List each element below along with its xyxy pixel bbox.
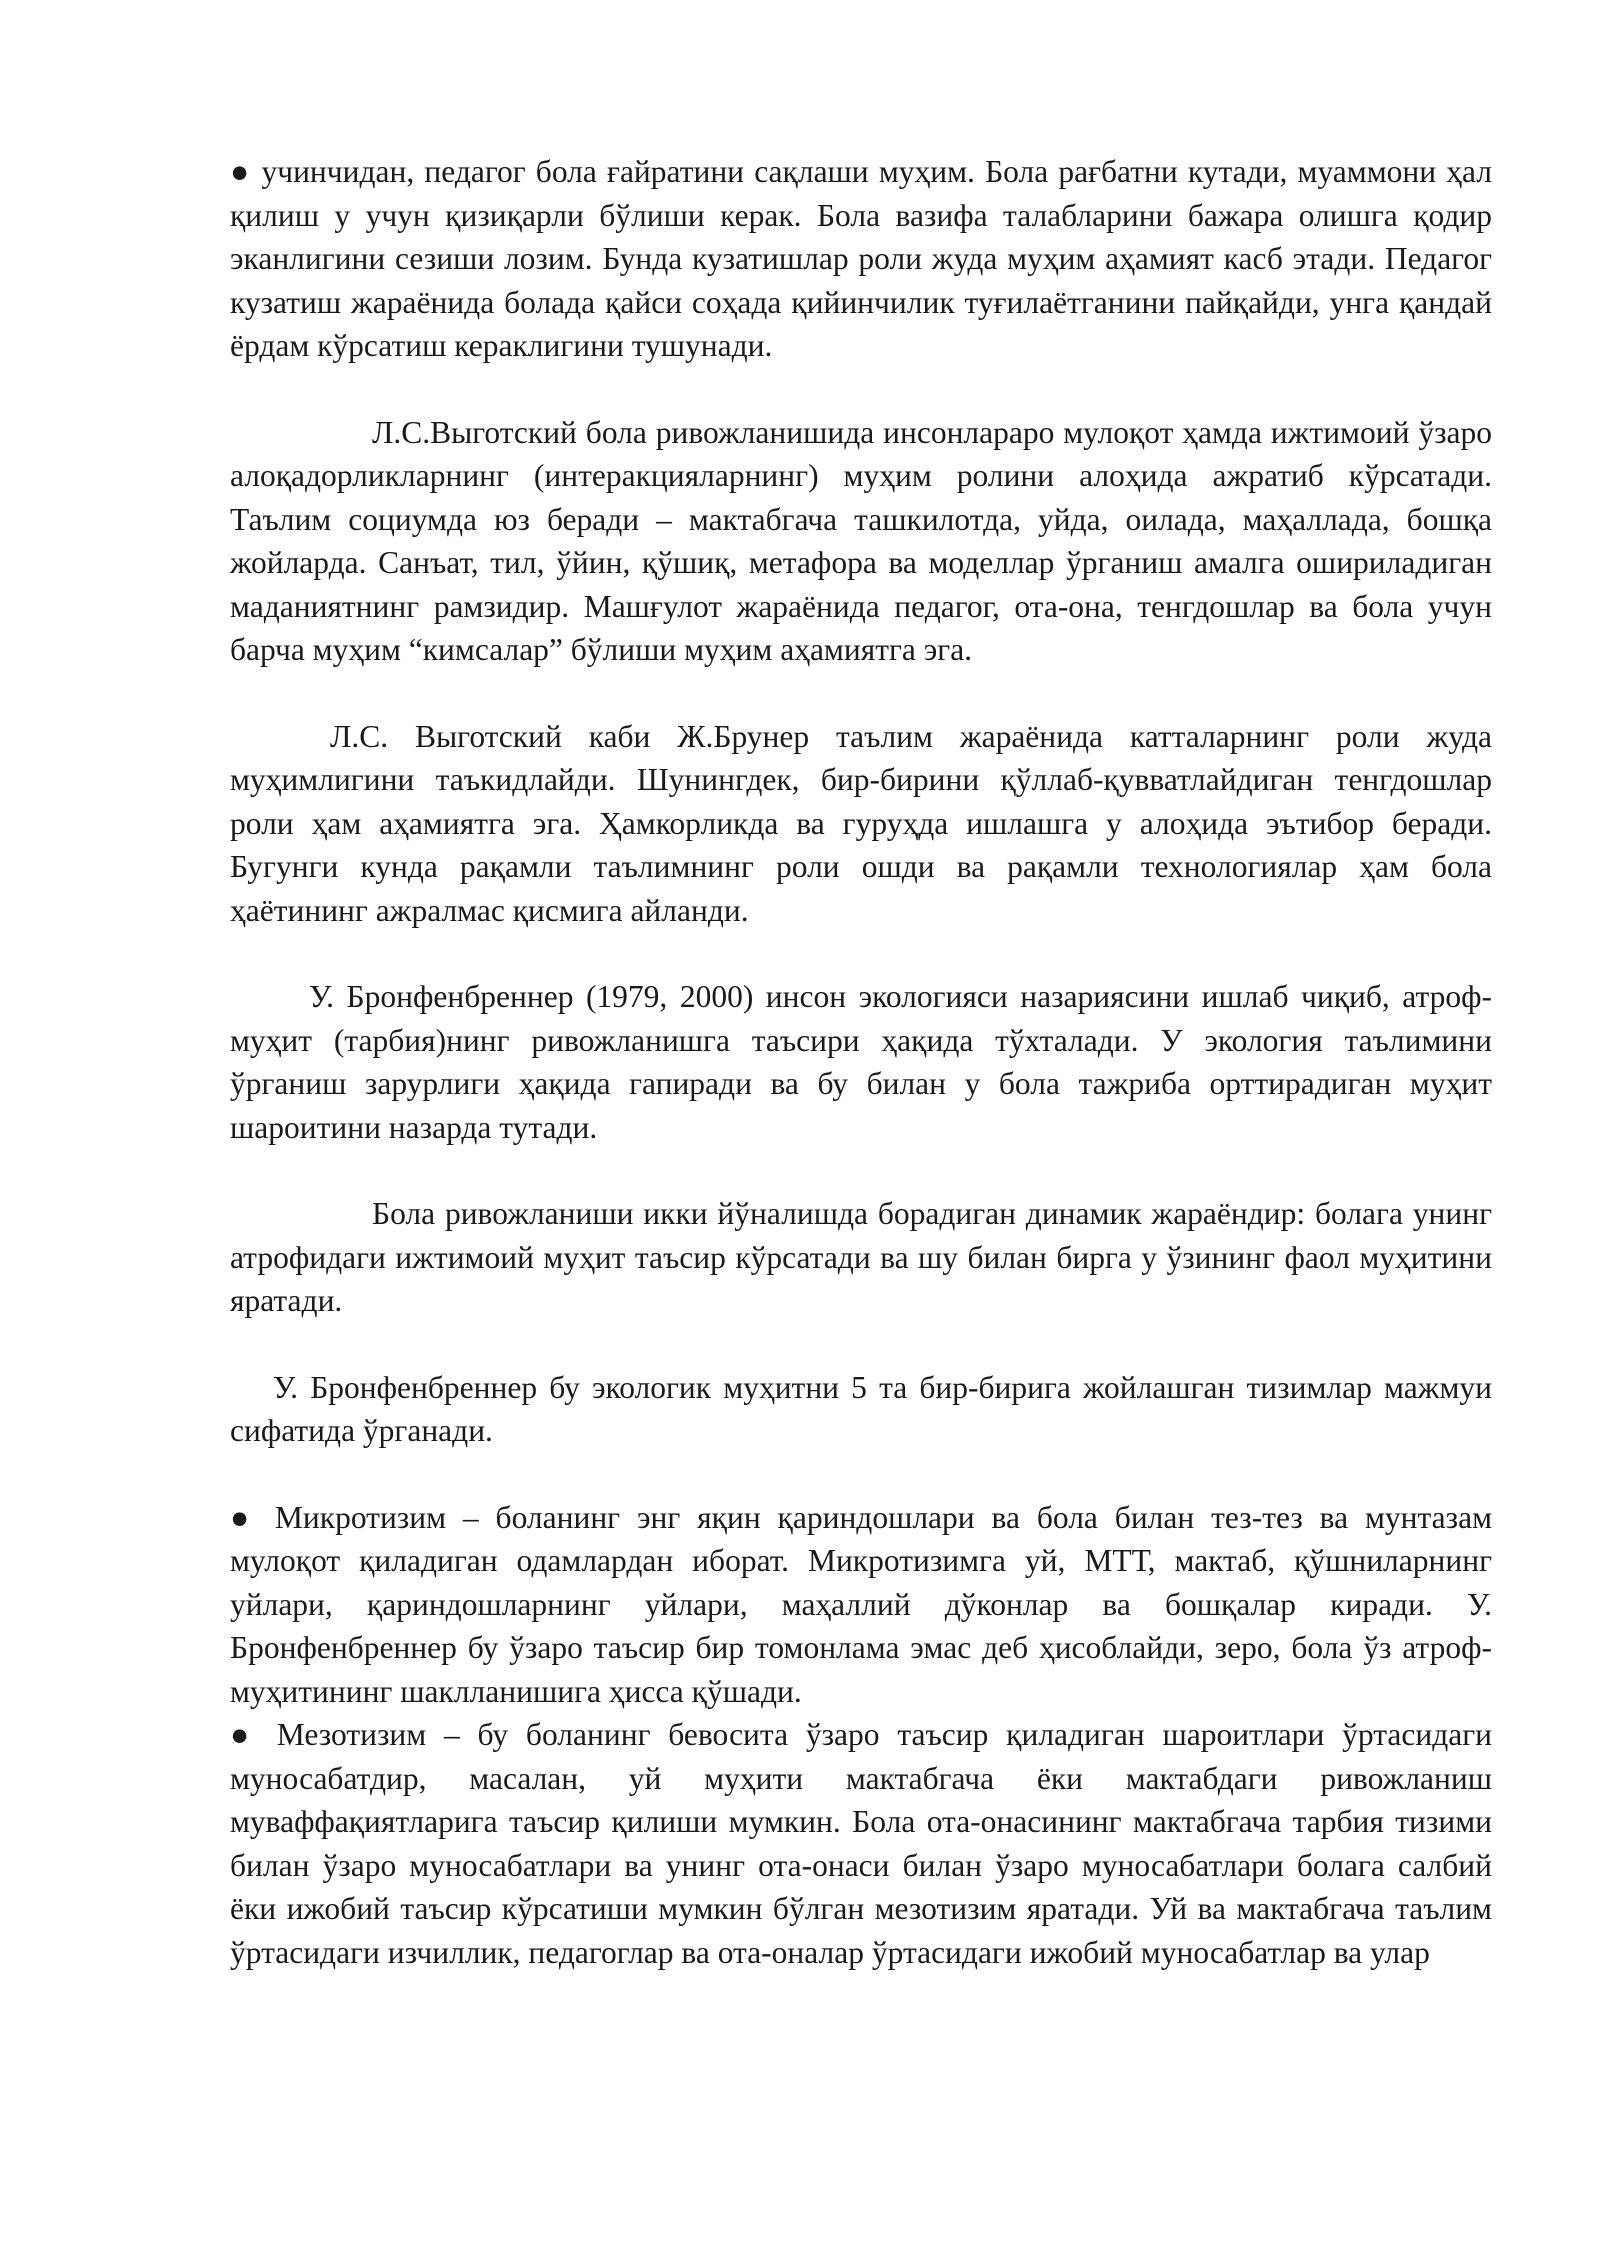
document-page <box>230 150 1492 1974</box>
paragraph-mesosystem: ● Мезотизим – бу боланинг бевосита ўзаро таъсир қиладиган шароитлари ўртасидаги муносабатдир, масалан, уй муҳити мактабгача ёки мактабдаги ривожланиш муваффақиятларига таъсир қилиши мумкин. Бола ота-онасининг мактабгача тарбия тизими билан ўзаро муносабатлари ва унинг ота-онаси билан ўзаро муносабатлари болага салбий ёки ижобий таъсир кўрсатиши мумкин бўлган мезотизим яратади. Уй ва мактабгача таълим ўртасидаги изчиллик, педагоглар ва ота-оналар ўртасидаги ижобий муносабатлар ва улар <box>230 1717 1492 1970</box>
paragraph-motivation: ● учинчидан, педагог бола ғайратини сақлаши муҳим. Бола рағбатни кутади, муаммони ҳал қилиш у учун қизиқарли бўлиши керак. Бола вазифа талабларини бажара олишга қодир эканлигини сезиши лозим. Бунда кузатишлар роли жуда муҳим аҳамият касб этади. Педагог кузатиш жараёнида болада қайси соҳада қийинчилик туғилаётганини пайқайди, унга қандай ёрдам кўрсатиш кераклигини тушунади. <box>230 154 1492 363</box>
paragraph-bruner: Л.С. Выготский каби Ж.Брунер таълим жараёнида катталарнинг роли жуда муҳимлигини таъкидлайди. Шунингдек, бир-бирини қўллаб-қувватлайдиган тенгдошлар роли ҳам аҳамиятга эга. Ҳамкорликда ва гуруҳда ишлашга у алоҳида эътибор беради. Бугунги кунда рақамли таълимнинг роли ошди ва рақамли технологиялар ҳам бола ҳаётининг ажралмас қисмига айланди. <box>230 718 1492 928</box>
paragraph-vygotsky: Л.С.Выготский бола ривожланишида инсонлараро мулоқот ҳамда ижтимоий ўзаро алоқадорликларнинг (интеракцияларнинг) муҳим ролини алоҳида ажратиб кўрсатади. Таълим социумда юз беради – мактабгача ташкилотда, уйда, оилада, маҳаллада, бошқа жойларда. Санъат, тил, ўйин, қўшиқ, метафора ва моделлар ўрганиш амалга ошириладиган маданиятнинг рамзидир. Машғулот жараёнида педагог, ота-она, тенгдошлар ва бола учун барча муҳим “кимсалар” бўлиши муҳим аҳамиятга эга. <box>230 414 1492 667</box>
paragraph-microsystem: ● Микротизим – боланинг энг яқин қариндошлари ва бола билан тез-тез ва мунтазам мулоқот қиладиган одамлардан иборат. Микротизимга уй, МТТ, мактаб, қўшниларнинг уйлари, қариндошларнинг уйлари, маҳаллий дўконлар ва бошқалар киради. У. Бронфенбреннер бу ўзаро таъсир бир томонлама эмас деб ҳисоблайди, зеро, бола ўз атроф-муҳитининг шаклланишига ҳисса қўшади. <box>230 1499 1492 1709</box>
paragraph-five-systems: У. Бронфенбреннер бу экологик муҳитни 5 та бир-бирига жойлашган тизимлар мажмуи сифатида ўрганади. <box>230 1369 1492 1448</box>
paragraph-dynamic-process: Бола ривожланиши икки йўналишда борадиган динамик жараёндир: болага унинг атрофидаги ижтимоий муҳит таъсир кўрсатади ва шу билан бирга у ўзининг фаол муҳитини яратади. <box>230 1196 1492 1318</box>
paragraph-bronfenbrenner-intro: У. Бронфенбреннер (1979, 2000) инсон экологияси назариясини ишлаб чиқиб, атроф-муҳит (тарбия)нинг ривожланишга таъсири ҳақида тўхталади. У экология таълимини ўрганиш зарурлиги ҳақида гапиради ва бу билан у бола тажриба орттирадиган муҳит шароитини назарда тутади. <box>230 979 1492 1145</box>
